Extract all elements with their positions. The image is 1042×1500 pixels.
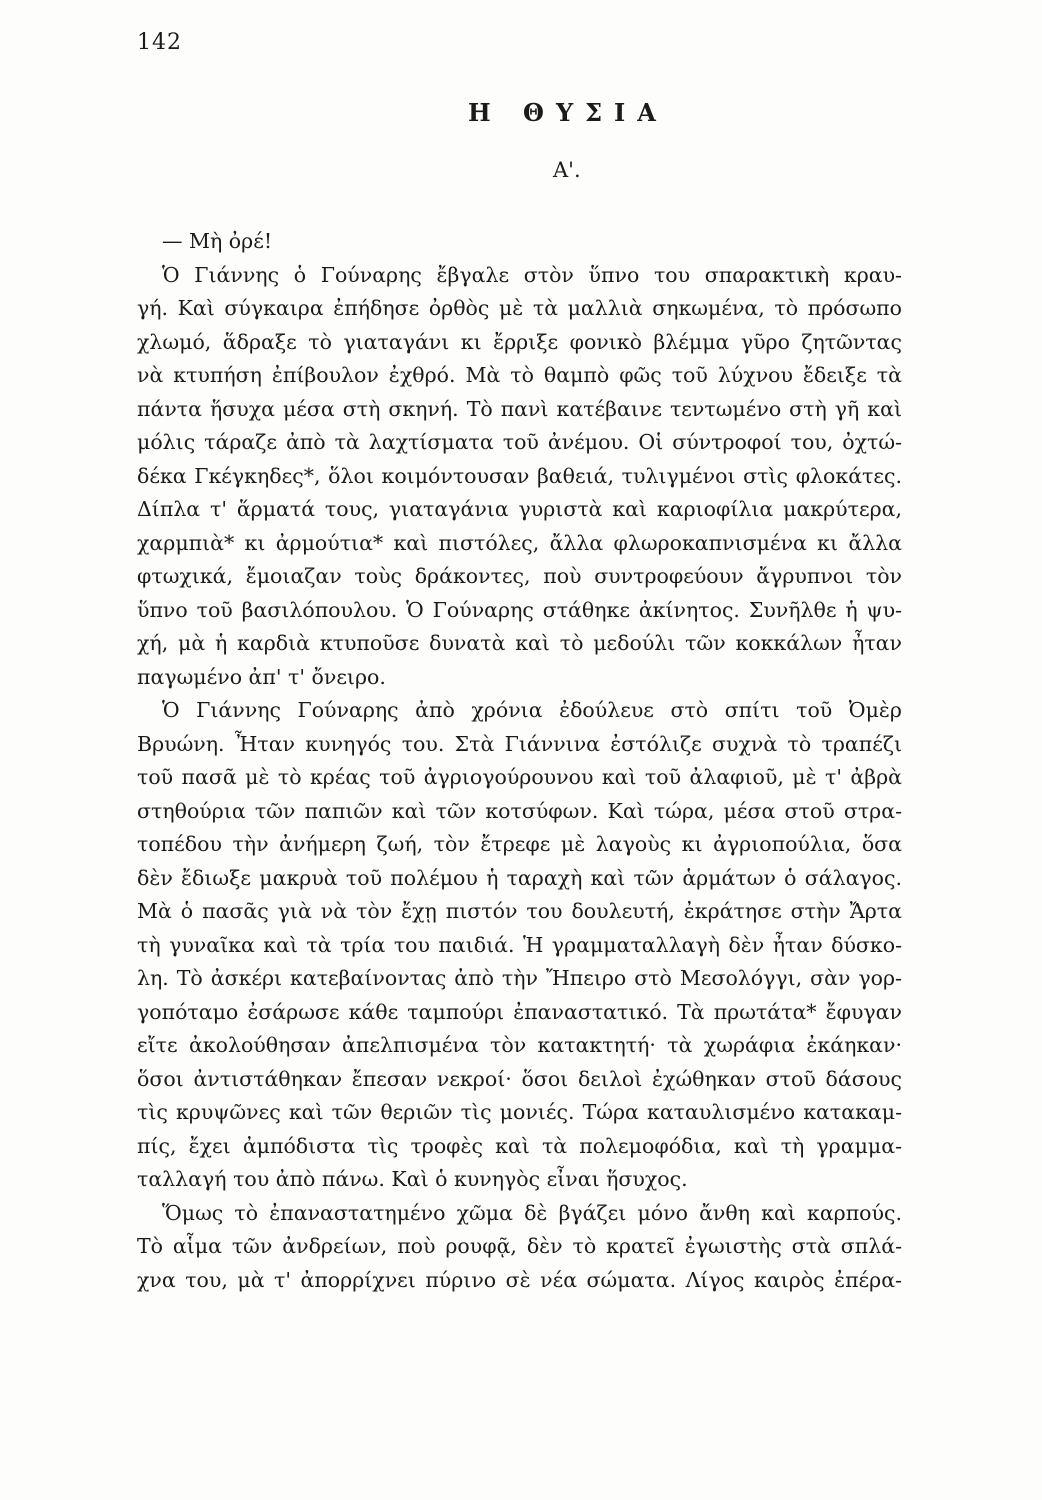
text-line: ὕπνο τοῦ βασιλόπουλου. Ὁ Γούναρης στάθηκε ἀκίνητος. Συνῆλθε ἡ ψυ- bbox=[137, 597, 902, 622]
text-line: χή, μὰ ἡ καρδιὰ κτυποῦσε δυνατὰ καὶ τὸ μεδούλι τῶν κοκκάλων ἦταν bbox=[137, 631, 902, 655]
text-line: λη. Τὸ ἀσκέρι κατεβαίνοντας ἀπὸ τὴν Ἤπειρο στὸ Μεσολόγγι, σὰν γορ- bbox=[137, 966, 902, 990]
text-line: στηθούρια τῶν παπιῶν καὶ τῶν κοτσύφων. Καὶ τώρα, μέσα στοῦ στρα- bbox=[137, 798, 902, 823]
text-line: Βρυώνη. Ἦταν κυνηγός του. Στὰ Γιάννινα ἐστόλιζε συχνὰ τὸ τραπέζι bbox=[137, 731, 902, 756]
text-line: ὅσοι ἀντιστάθηκαν ἔπεσαν νεκροί· ὅσοι δειλοὶ ἐχώθηκαν στοῦ δάσους bbox=[137, 1066, 902, 1091]
text-line: — Μὴ ὀρέ! bbox=[162, 229, 273, 253]
page-number: 142 bbox=[137, 30, 182, 55]
text-line: τοῦ πασᾶ μὲ τὸ κρέας τοῦ ἀγριογούρουνου καὶ τοῦ ἀλαφιοῦ, μὲ τ' ἀβρὰ bbox=[137, 765, 902, 789]
chapter-section: Α'. bbox=[553, 158, 581, 182]
chapter-title: Η ΘΥΣΙΑ bbox=[468, 98, 668, 127]
text-line: παγωμένο ἀπ' τ' ὄνειρο. bbox=[137, 664, 386, 689]
text-line: εἴτε ἀκολούθησαν ἀπελπισμένα τὸν κατακτητή· τὰ χωράφια ἐκάηκαν· bbox=[137, 1033, 902, 1057]
text-line: νὰ κτυπήση ἐπίβουλον ἐχθρό. Μὰ τὸ θαμπὸ φῶς τοῦ λύχνου ἔδειξε τὰ bbox=[137, 363, 902, 387]
text-line: ταλλαγή του ἀπὸ πάνω. Καὶ ὁ κυνηγὸς εἶναι ἥσυχος. bbox=[137, 1167, 688, 1191]
text-line: πίς, ἔχει ἀμπόδιστα τὶς τροφὲς καὶ τὰ πολεμοφόδια, καὶ τὴ γραμμα- bbox=[137, 1133, 902, 1158]
text-line: γή. Καὶ σύγκαιρα ἐπήδησε ὀρθὸς μὲ τὰ μαλλιὰ σηκωμένα, τὸ πρόσωπο bbox=[137, 296, 902, 320]
text-line: γοπόταμο ἐσάρωσε κάθε ταμπούρι ἐπαναστατικό. Τὰ πρωτάτα* ἔφυγαν bbox=[137, 999, 902, 1024]
body-text bbox=[137, 225, 902, 1297]
text-line: Δίπλα τ' ἅρματά τους, γιαταγάνια γυριστὰ καὶ καριοφίλια μακρύτερα, bbox=[137, 497, 902, 521]
text-line: φτωχικά, ἔμοιαζαν τοὺς δράκοντες, ποὺ συντροφεύουν ἄγρυπνοι τὸν bbox=[137, 564, 902, 588]
text-line: Ὅμως τὸ ἐπαναστατημένο χῶμα δὲ βγάζει μόνο ἄνθη καὶ καρπούς. bbox=[162, 1200, 902, 1225]
text-line: μόλις τάραζε ἀπὸ τὰ λαχτίσματα τοῦ ἀνέμου. Οἱ σύντροφοί του, ὀχτώ- bbox=[137, 430, 902, 454]
text-line: χνα του, μὰ τ' ἀπορρίχνει πύρινο σὲ νέα σώματα. Λίγος καιρὸς ἐπέρα- bbox=[137, 1267, 902, 1292]
text-line: τοπέδου τὴν ἀνήμερη ζωή, τὸν ἔτρεφε μὲ λαγοὺς κι ἀγριοπούλια, ὅσα bbox=[137, 832, 902, 856]
text-line: δὲν ἔδιωξε μακρυὰ τοῦ πολέμου ἡ ταραχὴ καὶ τῶν ἁρμάτων ὁ σάλαγος. bbox=[137, 865, 902, 890]
text-line: τὶς κρυψῶνες καὶ τῶν θεριῶν τὶς μονιές. Τώρα καταυλισμένο κατακαμ- bbox=[137, 1100, 902, 1124]
text-line: χλωμό, ἅδραξε τὸ γιαταγάνι κι ἔρριξε φονικὸ βλέμμα γῦρο ζητῶντας bbox=[137, 329, 902, 354]
text-line: Ὁ Γιάννης ὁ Γούναρης ἔβγαλε στὸν ὕπνο του σπαρακτικὴ κραυ- bbox=[162, 262, 902, 287]
text-line: τὴ γυναῖκα καὶ τὰ τρία του παιδιά. Ἡ γραμματαλλαγὴ δὲν ἦταν δύσκο- bbox=[137, 932, 902, 957]
text-line: Μὰ ὁ πασᾶς γιὰ νὰ τὸν ἔχῃ πιστόν του δουλευτή, ἐκράτησε στὴν Ἄρτα bbox=[137, 899, 902, 923]
text-line: πάντα ἥσυχα μέσα στὴ σκηνή. Τὸ πανὶ κατέβαινε τεντωμένο στὴ γῆ καὶ bbox=[137, 396, 902, 421]
text-line: χαρμπιὰ* κι ἀρμούτια* καὶ πιστόλες, ἄλλα φλωροκαπνισμένα κι ἄλλα bbox=[137, 530, 902, 555]
text-line: Τὸ αἷμα τῶν ἀνδρείων, ποὺ ρουφᾷ, δὲν τὸ κρατεῖ ἐγωιστὴς στὰ σπλά- bbox=[137, 1234, 902, 1258]
text-line: δέκα Γκέγκηδες*, ὅλοι κοιμόντουσαν βαθειά, τυλιγμένοι στὶς φλοκάτες. bbox=[137, 463, 902, 488]
text-line: Ὁ Γιάννης Γούναρης ἀπὸ χρόνια ἐδούλευε στὸ σπίτι τοῦ Ὀμὲρ bbox=[162, 698, 902, 722]
